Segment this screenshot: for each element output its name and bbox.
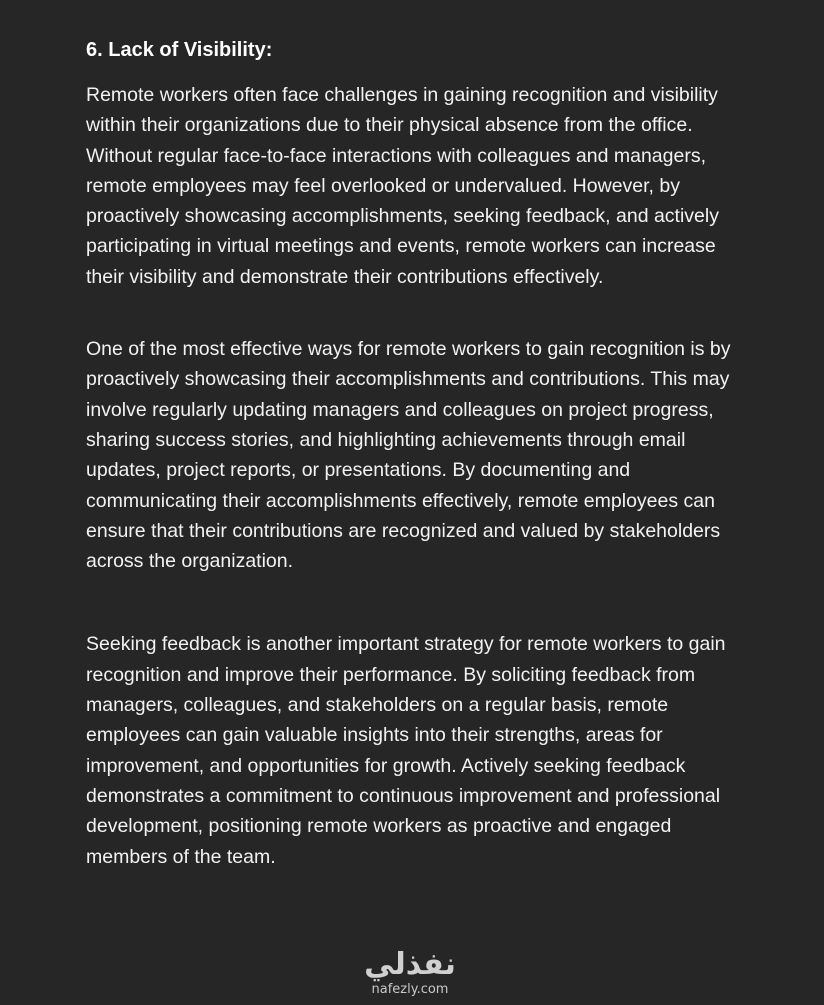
paragraph-showcasing-accomplishments: One of the most effective ways for remote workers to gain recognition is by proactively showcasing their accomplishments and contributions. This may involve regularly updating managers and colleagues on project progress, sharing success stories, and highlighting achievements through email updates, project reports, or presentations. By documenting and communicating their accomplishments effectively, remote employees can ensure that their contributions are recognized and valued by stakeholders across the organization. <box>86 338 731 573</box>
section-heading: 6. Lack of Visibility: <box>86 39 273 61</box>
document-body <box>86 36 746 872</box>
watermark <box>340 948 480 1004</box>
watermark-logo: نفذلي <box>364 947 456 982</box>
watermark-url: nafezly.com <box>371 982 449 997</box>
paragraph-seeking-feedback: Seeking feedback is another important strategy for remote workers to gain recognition and improve their performance. By soliciting feedback from managers, colleagues, and stakeholders on a regular basis, remote employees can gain valuable insights into their strengths, areas for improvement, and opportunities for growth. Actively seeking feedback demonstrates a commitment to continuous improvement and professional development, positioning remote workers as proactive and engaged members of the team. <box>86 633 726 868</box>
paragraph-visibility-intro: Remote workers often face challenges in gaining recognition and visibility within their organizations due to their physical absence from the office. Without regular face-to-face interactions with colleagues and managers, remote employees may feel overlooked or undervalued. However, by proactively showcasing accomplishments, seeking feedback, and actively participating in virtual meetings and events, remote workers can increase their visibility and demonstrate their contributions effectively. <box>86 84 719 288</box>
